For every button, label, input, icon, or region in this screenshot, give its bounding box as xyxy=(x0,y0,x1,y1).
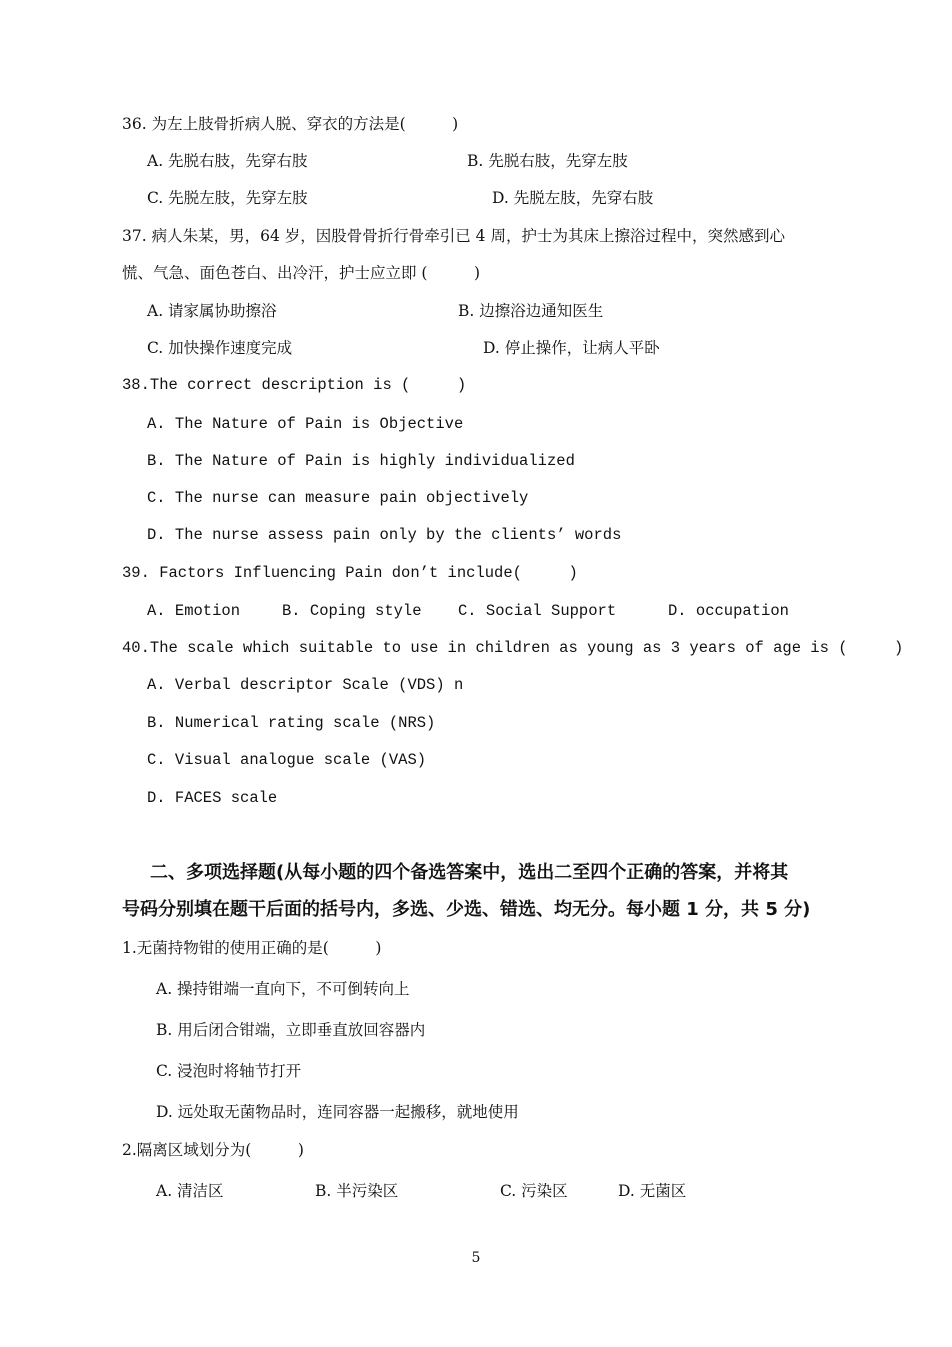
question-40-option-c: C. Visual analogue scale (VAS) xyxy=(147,751,427,769)
question-36-option-a: A. 先脱右肢，先穿右肢 xyxy=(147,152,308,170)
question-39-option-c: C. Social Support xyxy=(458,602,617,620)
question-36-option-d: D. 先脱左肢，先穿右肢 xyxy=(492,189,654,207)
question-40-option-d: D. FACES scale xyxy=(147,789,278,807)
question-37-option-c: C. 加快操作速度完成 xyxy=(147,339,293,357)
question-40-option-a: A. Verbal descriptor Scale (VDS) n xyxy=(147,676,464,694)
multi-question-1-option-b: B. 用后闭合钳端，立即垂直放回容器内 xyxy=(156,1021,426,1039)
multi-question-1-option-d: D. 远处取无菌物品时，连同容器一起搬移，就地使用 xyxy=(156,1103,519,1121)
question-37-option-d: D. 停止操作，让病人平卧 xyxy=(483,339,660,357)
question-38-option-d: D. The nurse assess pain only by the clients’ words xyxy=(147,526,622,544)
question-39-stem: 39. Factors Influencing Pain don’t include( ) xyxy=(122,564,578,582)
question-39-option-a: A. Emotion xyxy=(147,602,241,620)
question-38-option-a: A. The Nature of Pain is Objective xyxy=(147,415,464,433)
question-38-stem: 38.The correct description is ( ) xyxy=(122,376,467,394)
multi-question-2-option-c: C. 污染区 xyxy=(500,1182,568,1200)
multi-question-1-option-a: A. 操持钳端一直向下，不可倒转向上 xyxy=(156,980,410,998)
multi-question-2-stem: 2.隔离区域划分为( ) xyxy=(122,1141,304,1159)
question-39-option-d: D. occupation xyxy=(668,602,789,620)
question-37-option-b: B. 边擦浴边通知医生 xyxy=(458,302,604,320)
section-title-line2: 号码分别填在题干后面的括号内，多选、少选、错选、均无分。每小题 1 分，共 5 分) xyxy=(122,899,811,920)
multi-question-1-stem: 1.无菌持物钳的使用正确的是( ) xyxy=(122,939,382,957)
page-number: 5 xyxy=(471,1250,481,1266)
question-36-stem: 36. 为左上肢骨折病人脱、穿衣的方法是( ) xyxy=(122,115,459,133)
question-40-stem: 40.The scale which suitable to use in children as young as 3 years of age is ( ) xyxy=(122,639,904,657)
multi-question-2-option-b: B. 半污染区 xyxy=(315,1182,399,1200)
section-title-line1: 二、多项选择题(从每小题的四个备选答案中，选出二至四个正确的答案，并将其 xyxy=(150,862,789,883)
question-38-option-c: C. The nurse can measure pain objectively xyxy=(147,489,529,507)
question-37-stem-line2: 慌、气急、面色苍白、出冷汗，护士应立即 ( ) xyxy=(122,264,481,282)
question-39-option-b: B. Coping style xyxy=(282,602,422,620)
multi-question-1-option-c: C. 浸泡时将轴节打开 xyxy=(156,1062,302,1080)
question-40-option-b: B. Numerical rating scale (NRS) xyxy=(147,714,436,732)
question-36-option-c: C. 先脱左肢，先穿左肢 xyxy=(147,189,308,207)
question-36-option-b: B. 先脱右肢，先穿左肢 xyxy=(467,152,628,170)
question-37-option-a: A. 请家属协助擦浴 xyxy=(147,302,277,320)
question-37-stem-line1: 37. 病人朱某，男，64 岁，因股骨骨折行骨牵引已 4 周，护士为其床上擦浴过程中，突然感到心 xyxy=(122,227,785,245)
multi-question-2-option-d: D. 无菌区 xyxy=(618,1182,687,1200)
question-38-option-b: B. The Nature of Pain is highly individualized xyxy=(147,452,575,470)
multi-question-2-option-a: A. 清洁区 xyxy=(156,1182,224,1200)
